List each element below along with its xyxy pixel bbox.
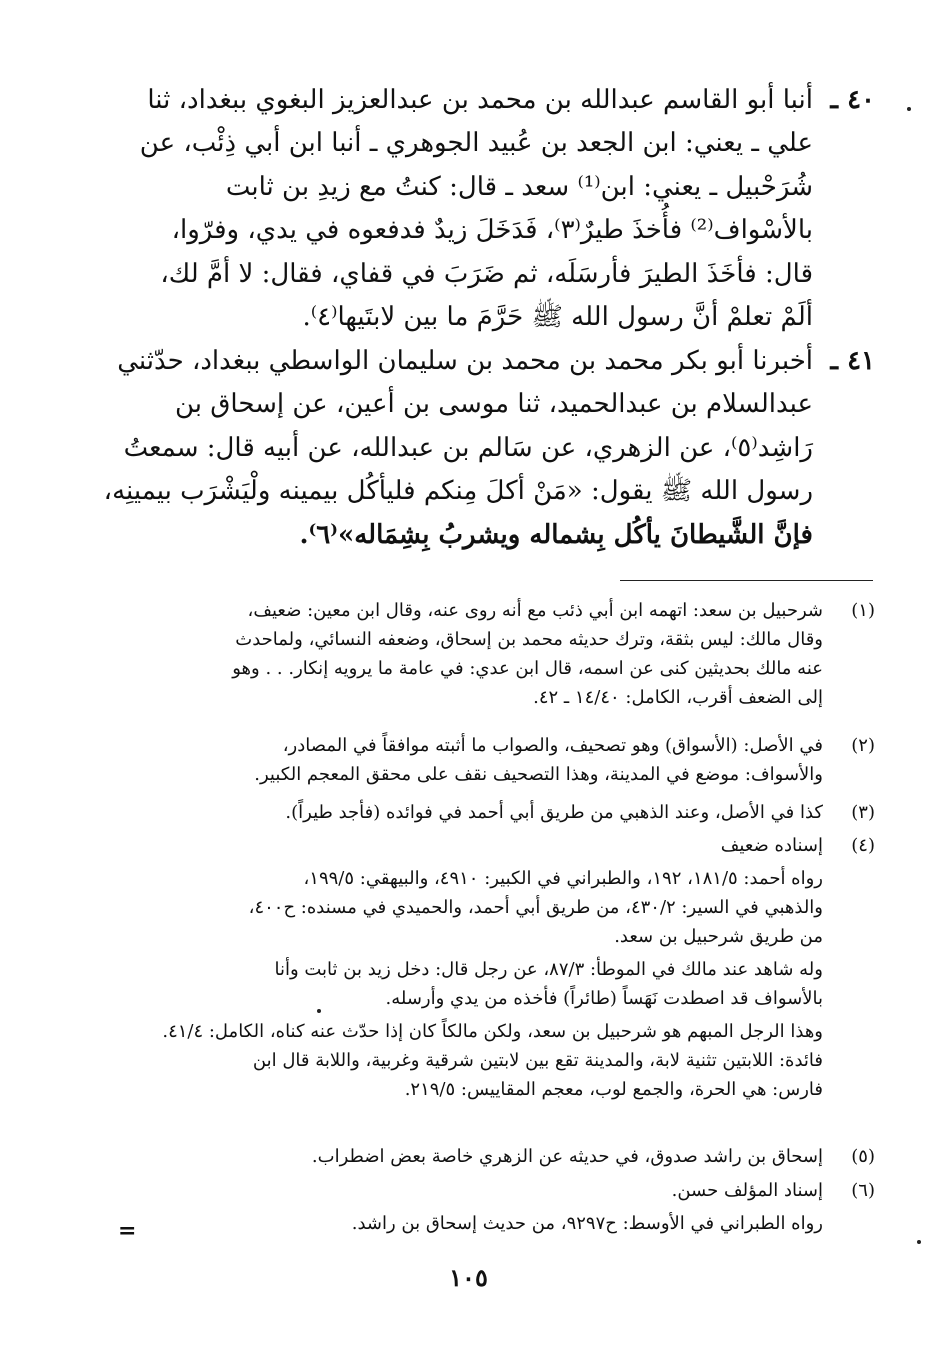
footnote-number: (٦) [851,1180,875,1201]
footnote-3 [79,798,875,827]
text-line: والذهبي في السير: ٤٣٠/٢، من طريق أبي أحمد، والحميدي في مسنده: ح٤٠٠، [248,897,823,918]
text-line: شرحبيل بن سعد: اتهمه ابن أبي ذئب مع أنه روى عنه، وقال ابن معين: ضعيف، [247,600,823,621]
footnote-number: (١) [851,600,875,621]
hadith-40 [85,79,875,339]
text-line: في الأصل: (الأسواق) وهو تصحيف، والصواب ما أثبته موافقاً في المصادر، [282,735,823,756]
footnote-6 [79,1176,875,1238]
text-line: وهذا الرجل المبهم هو شرحبيل بن سعد، ولكن مالكاً كان إذا حدّث عنه كناه، الكامل: ٤١/٤. [162,1021,823,1042]
text-line: رسول الله ﷺ يقول: «مَنْ أكلَ مِنكم فليأكُل بيمينه ولْيَشْرَب بيمينِه، [103,476,813,507]
text-line: عنه مالك بحديثين كنى عن اسمه، قال ابن عدي: في عامة ما يرويه إنكار. . . وهو [232,658,823,679]
text-line: شُرَحْبيل ـ يعني: ابن⁽¹⁾ سعد ـ قال: كنتُ مع زيدِ بن ثابت [225,171,813,202]
text-line: كذا في الأصل، وعند الذهبي من طريق أبي أحمد في فوائده (فأجد طيراً). [285,802,823,823]
continuation-mark: = [118,1218,137,1244]
text-line: والأسواف: موضع في المدينة، وهذا التصحيف نقف على محقق المعجم الكبير. [254,764,823,785]
footnote-number: (٢) [851,735,875,756]
text-line: علي ـ يعني: ابن الجعد بن عُبيد الجوهري ـ أنبا ابن أبي ذِئْب، عن [139,128,813,159]
hadith-number: ٤١ ـ [830,346,875,376]
footnote-number: (٤) [851,835,875,856]
text-line: فارس: هي الحرة، والجمع لوب، معجم المقاييس: ٢١٩/٥. [404,1079,823,1100]
scan-speck [917,1240,921,1244]
text-line: إسحاق بن راشد صدوق، في حديثه عن الزهري خاصة بعض اضطراب. [311,1146,823,1167]
page-number: ١٠٥ [449,1263,488,1292]
footnote-text [79,1176,823,1238]
text-line: وقال مالك: ليس بثقة، وترك حديثه محمد بن إسحاق، وضعفه النسائي، ولماحدث [235,629,823,650]
text-line: بالأسواف قد اصطدت نَهَساً (طائراً) فأخذه من يدي وأرسله. [385,988,823,1009]
footnote-text [79,831,823,1104]
text-line: عبدالسلام بن عبدالحميد، ثنا موسى بن أعين، عن إسحاق بن [174,389,813,420]
scan-speck [907,107,911,111]
footnote-2 [79,731,875,789]
hadith-text [85,79,813,339]
text-line: بالأسْواف⁽²⁾ فأُخذَ طيرٌ⁽٣⁾، فَدَخَلَ زيدٌ فدفعوه في يدي، وفرّوا، [171,215,813,246]
text-line: إسناده ضعيف [720,835,823,856]
text-line: فائدة: اللابتين تثنية لابة، والمدينة تقع بين لابتين شرقية وغربية، واللابة قال ابن [252,1050,823,1071]
footnote-number: (٣) [851,802,875,823]
text-line: قال: فأخَذَ الطيرَ فأرسَلَه، ثم ضَرَبَ في قفاي، فقال: لا أمَّ لك، [160,258,813,289]
footnote-text [79,798,823,827]
text-line: رواه أحمد: ١٨١/٥، ١٩٢، والطبراني في الكبير: ٤٩١٠، والبيهقي: ١٩٩/٥، [303,868,823,889]
footnote-5 [79,1142,875,1171]
footnote-text [79,731,823,789]
text-line: من طريق شرحبيل بن سعد. [614,926,823,947]
footnote-4 [79,831,875,1104]
hadith-41 [85,340,875,557]
text-line: فإنَّ الشَّيطانَ يأكُل بِشماله ويشربُ بِشِمَاله»⁽٦⁾. [299,519,813,550]
text-line: أنبا أبو القاسم عبدالله بن محمد بن عبدالعزيز البغوي ببغداد، ثنا [147,85,813,115]
footnote-number: (٥) [851,1146,875,1167]
hadith-text [85,340,813,557]
text-line: إلى الضعف أقرب، الكامل: ١٤/٤٠ ـ ٤٢. [533,687,823,708]
scan-speck [317,1009,321,1013]
footnote-text [79,1142,823,1171]
footnote-separator [620,580,873,581]
text-line: وله شاهد عند مالك في الموطأ: ٨٧/٣، عن رجل قال: دخل زيد بن ثابت وأنا [274,959,823,980]
text-line: رواه الطبراني في الأوسط: ح٩٢٩٧، من حديث إسحاق بن راشد. [351,1213,823,1234]
footnote-1 [79,596,875,712]
text-line: أخبرنا أبو بكر محمد بن محمد بن سليمان الواسطي ببغداد، حدّثني [117,346,813,376]
hadith-number: ٤٠ ـ [830,85,875,115]
footnote-text [79,596,823,712]
text-line: إسناد المؤلف حسن. [671,1180,823,1201]
text-line: رَاشِد⁽٥⁾، عن الزهري، عن سَالم بن عبدالله، عن أبيه قال: سمعتُ [123,432,813,463]
text-line: ألَمْ تعلمْ أنَّ رسول الله ﷺ حَرَّمَ ما بين لابتَيها⁽٤⁾. [302,302,813,333]
